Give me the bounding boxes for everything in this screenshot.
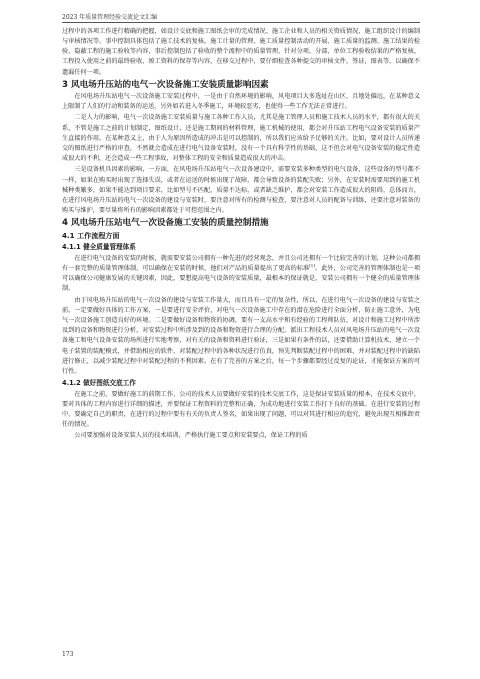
paragraph-sec3-equipment: 三是设备机具因素的影响，一方面，在风电场升压站电气一次设备建设中，需要安装多种类型的电气设备，这些设备的型号都不一样，如果在购买时出现了选择失误，或者在运送的时候出现了故障，都会导致设备的装配失败；另外，在安装时需要用到的施工机械种类繁多，如果不能达到项目要求，比如型号不匹配，质量不达标，或者缺乏维护，都会对安装工作造成很大的阻碍，总体而言，在进行风电场升压站的电气一次设备的建设与安装时，要注意对所有的检测与检查，要注意对人员的配备与训练，还要注意对装备的购买与维护，要尽量将所有的影响因素都处于可控范围之内。 — [62, 166, 420, 215]
paragraph-sec3-manpower: 二是人力的影响，电气一次设备施工安装质量与施工各种工作人员，尤其是施工管理人员和施工技术人员的水平，都有很大的关系，不管是施工之前的计划制定，图纸设计，还是施工期间的材料管理，施工机械的使用，都会对升压站工程电气设备安装的质量产生直接的作用。在某种意义上，由于人为原因所造成的冲击是可以控制的，所以我们应该给予足够的关注。比如，要对设计人员所递交的图纸进行严格的审查，不然就会造成在进行电气设备安装时，没有一个具有科学性的基础，这不但会对电气设备安装的稳定性造成很大的不利，还会造成一些工程事故，对整体工程的安全和质量造成很大的冲击。 — [62, 114, 420, 163]
section-4-heading: 4 风电场升压站电气一次设备施工安装的质量控制措施 — [62, 218, 269, 229]
paragraph-4-1-2-training: 公司要加强对设备安装人员的技术培训，严格执行施工要点和安装要点，保证工程的质 — [74, 432, 308, 440]
subsection-4-1-heading: 4.1 工作流程方面 — [62, 231, 120, 241]
paragraph-text: 。此外，公司完善的管理体制也是一项可以确保公司健康发展的关键因素，因此，要想提高电气设备的安装质量，最根本的保证就是，安装公司拥有一个健全的质量管理体制。 — [62, 265, 420, 293]
paragraph-text: 在进行电气设备的安装的时候，就需要安装公司拥有一种先进的经营观念，并且公司还拥有一个比较完善的计划，这种公司都拥有一套完整的质量管理体制，可以确保在安装的时候，他们对产品的质量提出了更高的标准 — [62, 254, 420, 273]
section-3-heading: 3 风电场升压站的电气一次设备施工安装质量影响因素 — [62, 79, 269, 90]
paragraph-4-1-1-management — [62, 254, 420, 295]
running-header: 2023 年质量管理经验交流论文汇编 — [62, 14, 158, 21]
article-body — [62, 27, 420, 443]
subsection-4-1-2-heading: 4.1.2 做好图纸交底工作 — [62, 379, 136, 388]
paragraph-intro: 过程中的各项工作进行精确的把握，如设计交底和施工图纸会审的完成情况、施工企业和人员的相关资质情况、施工组织设计的编制与审核情况等。事中控制具体包括了施工技术的复核、施工计量的管理、施工质量控制活动的开展、施工质量的监测、施工结果的检验、隐蔽工程的施工验收等内容，事后控制包括了验收的整个流程中的质量管理，针对分项、分部、单位工程验收结果的严格复核、工程投入使用之前的最终验收、竣工资料的保存等内容，在移交过程中，要仔细检查各种提交的审核文件，签证，图表等，以确保不遗漏任何一项。 — [62, 28, 420, 76]
paragraph-4-1-2-handover: 在施工之前，要做好施工的前期工作，公司的技术人员要做好安装的技术交底工作，这是保证安装质量的根本，在技术交底中，要对具体的工程内容进行详细的描述，并要保证工程资料的完整和正确，为成功地进行安装工作打下良好的基础。在进行安装的过程中，要确定自己的职责，在进行的过程中要有有关的负责人签名，如果出现了问题，可以对其进行相应的追究，避免出现互相推卸责任的情况。 — [62, 390, 420, 429]
paragraph-4-1-1-plan: 由于风电场升压站的电气一次设备的建设与安装工作量大，而且具有一定的复杂性，所以，在进行电气一次设备的建设与安装之前，一定要做好具体的工作方案，一是要进行安全评价，对电气一次设备施工中存在的潜在危险进行全面分析，防止施工意外，为电气一次设备施工创造良好的环境。二是要做好设备和物资的协调，要有一支高水平和有经验的工程师队伍，对设计和施工过程中所涉及到的设备和物资进行分析，对安装过程中所涉及到的设备和物资进行合理的分配。派出工程技术人员对风电场升压站的电气一次设备施工和电气设备安装的场所进行实地考察，对有关的设备和资料进行验证，三是如果有条件的话，还要借助计算机技术，建立一个电子装置的装配模式，并借助相应的软件，对装配过程中的各种状况进行仿真，预先判断装配过程中的困难，并对装配过程中的缺陷进行修正，以减少装配过程中对装配过程的不利因素。在有了完善的方案之后，每一个步骤都要经过反复的论证，才能保证方案的可行性。 — [62, 296, 420, 375]
paragraph-sec3-environment: 在风电场升压站电气一次设备施工安装过程中，一是由于自然环境的影响，风电项目大多选址在山区，且地处偏远，在某种意义上限制了人们的行动和装备的运送，另外如若进入冬季施工，环境较恶劣，也使得一些工作无法正常进行。 — [62, 92, 420, 111]
page-number: 173 — [62, 651, 74, 658]
subsection-4-1-1-heading: 4.1.1 健全质量管理体系 — [62, 243, 136, 252]
citation-ref: [1] — [309, 263, 315, 269]
header-divider — [62, 22, 420, 23]
